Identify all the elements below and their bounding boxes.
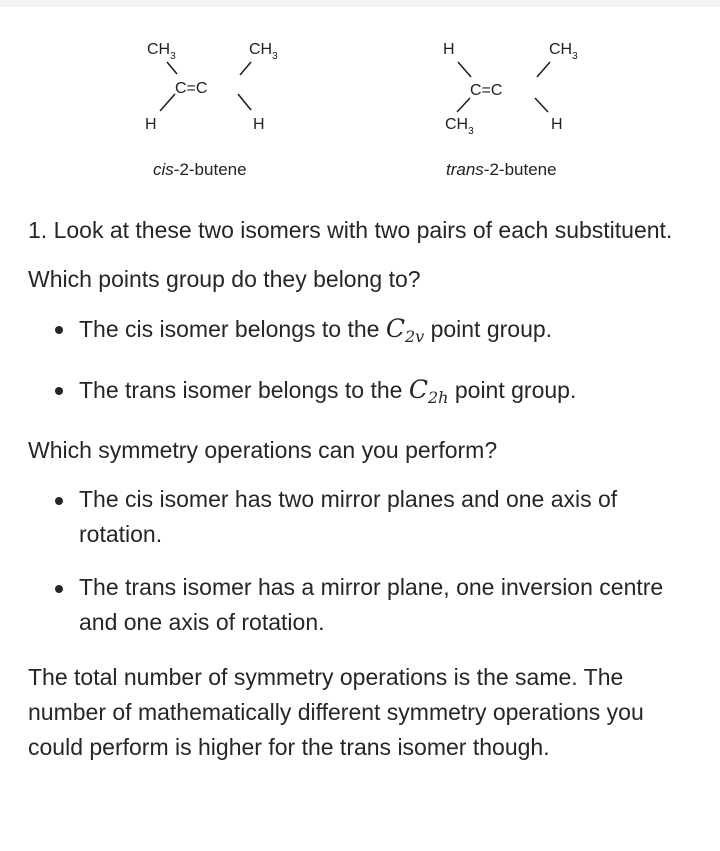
symmetry-question: Which symmetry operations can you perform? <box>28 437 498 463</box>
top-border-strip <box>0 0 720 7</box>
cis-double-bond: C=C <box>175 80 208 97</box>
butene-isomers-figure <box>0 18 720 188</box>
point-group-symbol-cis: $C_{2v}$ <box>385 314 425 346</box>
trans-bottom-left-group: $CH_3$ <box>445 116 474 137</box>
cis-bond-bottom-right <box>238 94 251 110</box>
point-group-symbol-trans: $C_{2h}$ <box>408 375 449 407</box>
trans-bond-bottom-right <box>535 98 548 112</box>
structure-diagrams <box>0 18 720 168</box>
cis-bottom-right-atom: H <box>253 116 265 133</box>
trans-top-left-atom: H <box>443 41 455 58</box>
trans-double-bond: C=C <box>470 82 503 99</box>
cis-bond-bottom-left <box>160 94 175 111</box>
symmetry-item-trans: The trans isomer has a mirror plane, one inversion centre and one axis of rotation. <box>28 570 698 640</box>
cis-2-butene-structure <box>145 41 278 133</box>
symmetry-list <box>28 482 698 640</box>
answer-content <box>28 213 698 765</box>
point-group-question: Which points group do they belong to? <box>28 266 421 292</box>
point-group-item-trans: The trans isomer belongs to the $C_{2h}$ point group. <box>28 372 698 415</box>
symmetry-item-cis: The cis isomer has two mirror planes and one axis of rotation. <box>28 482 698 552</box>
point-group-list <box>28 311 698 415</box>
trans-bond-top-left <box>458 62 471 77</box>
cis-top-right-group: $CH_3$ <box>249 41 278 62</box>
point-group-item-cis: The cis isomer belongs to the $C_{2v}$ point group. <box>28 311 698 354</box>
cis-bond-top-right <box>240 62 251 75</box>
cis-bottom-left-atom: H <box>145 116 157 133</box>
trans-bond-top-right <box>537 62 550 77</box>
cis-bond-top-left <box>167 62 177 74</box>
trans-bottom-right-atom: H <box>551 116 563 133</box>
trans-caption: trans-2-butene <box>446 160 557 179</box>
trans-top-right-group: $CH_3$ <box>549 41 578 62</box>
cis-top-left-group: $CH_3$ <box>147 41 176 62</box>
conclusion-paragraph: The total number of symmetry operations is the same. The number of mathematically different symmetry operations you could perform is higher for the trans isomer though. <box>28 664 644 760</box>
trans-bond-bottom-left <box>457 98 470 112</box>
trans-2-butene-structure <box>443 41 578 137</box>
cis-caption: cis-2-butene <box>153 160 247 179</box>
question-title: 1. Look at these two isomers with two pairs of each substituent. <box>28 217 673 243</box>
